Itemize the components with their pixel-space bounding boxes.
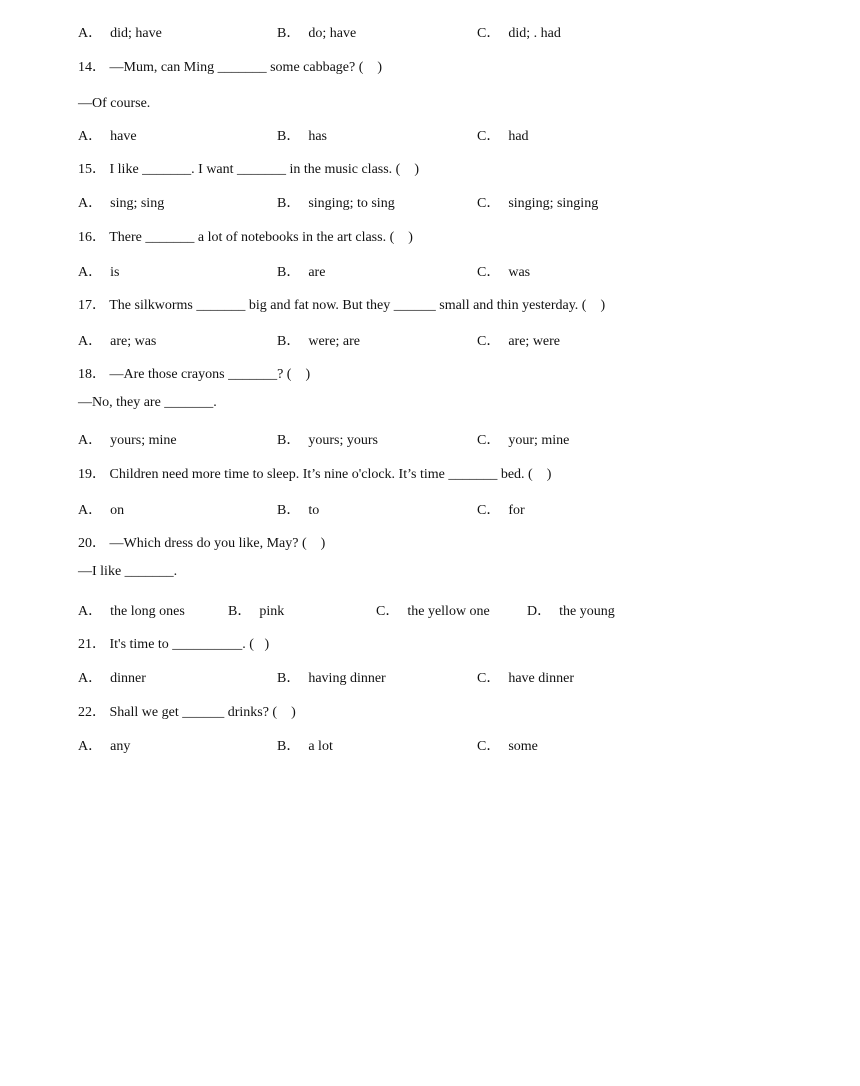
option-letter: A． xyxy=(78,739,103,754)
option-text: on xyxy=(110,503,125,518)
option-d xyxy=(527,603,615,621)
option-text: are; was xyxy=(110,334,157,349)
option-a xyxy=(78,264,119,282)
option-letter: C． xyxy=(477,739,501,754)
option-text: to xyxy=(308,503,320,518)
option-text: the young xyxy=(559,604,615,619)
option-letter: B． xyxy=(277,739,301,754)
option-text: is xyxy=(110,265,120,280)
option-text: singing; to sing xyxy=(308,196,395,211)
option-text: your; mine xyxy=(508,433,570,448)
option-letter: A． xyxy=(78,671,103,686)
option-text: did; . had xyxy=(508,26,561,41)
option-c xyxy=(477,128,529,146)
option-letter: C． xyxy=(477,196,501,211)
option-text: singing; singing xyxy=(508,196,599,211)
option-b xyxy=(277,264,325,282)
option-letter: B． xyxy=(277,196,301,211)
option-c xyxy=(477,502,525,520)
option-text: have dinner xyxy=(508,671,575,686)
question-text: 18． —Are those crayons _______? ( ) xyxy=(78,367,311,382)
question-text: 15． I like _______. I want _______ in the music class. ( ) xyxy=(78,162,420,177)
option-text: pink xyxy=(259,604,285,619)
option-a xyxy=(78,603,185,621)
option-a xyxy=(78,738,130,756)
option-b xyxy=(277,25,356,43)
option-text: has xyxy=(308,129,328,144)
question-text: 17． The silkworms _______ big and fat now. But they ______ small and thin yesterday. ( ) xyxy=(78,298,606,313)
option-letter: B． xyxy=(277,26,301,41)
option-b xyxy=(277,128,327,146)
option-letter: C． xyxy=(477,129,501,144)
option-text: have xyxy=(110,129,137,144)
option-a xyxy=(78,432,177,450)
option-letter: D． xyxy=(527,604,552,619)
option-text: did; have xyxy=(110,26,162,41)
option-letter: A． xyxy=(78,196,103,211)
option-text: the yellow one xyxy=(407,604,490,619)
option-c xyxy=(477,25,561,43)
option-text: dinner xyxy=(110,671,146,686)
option-text: the long ones xyxy=(110,604,185,619)
question-text: 19． Children need more time to sleep. It’s nine o'clock. It’s time _______ bed. ( ) xyxy=(78,467,552,482)
option-c xyxy=(477,432,569,450)
option-letter: A． xyxy=(78,433,103,448)
option-b xyxy=(277,502,319,520)
option-a xyxy=(78,128,137,146)
option-text: any xyxy=(110,739,131,754)
option-letter: B． xyxy=(277,129,301,144)
option-text: was xyxy=(508,265,531,280)
option-text: sing; sing xyxy=(110,196,165,211)
option-a xyxy=(78,195,164,213)
question-text: 22． Shall we get ______ drinks? ( ) xyxy=(78,705,296,720)
option-text: a lot xyxy=(308,739,333,754)
option-text: yours; yours xyxy=(308,433,378,448)
option-text: are xyxy=(308,265,326,280)
option-letter: C． xyxy=(376,604,400,619)
option-letter: A． xyxy=(78,604,103,619)
option-letter: A． xyxy=(78,503,103,518)
option-letter: A． xyxy=(78,334,103,349)
option-c xyxy=(477,195,598,213)
option-text: yours; mine xyxy=(110,433,177,448)
question-text: 14． —Mum, can Ming _______ some cabbage? ( ) xyxy=(78,60,383,75)
option-c xyxy=(376,603,490,621)
option-letter: A． xyxy=(78,129,103,144)
question-text: 16． There _______ a lot of notebooks in the art class. ( ) xyxy=(78,230,413,245)
option-letter: C． xyxy=(477,671,501,686)
option-letter: B． xyxy=(277,671,301,686)
dialogue-line: —No, they are _______. xyxy=(78,395,217,410)
question-text: 20． —Which dress do you like, May? ( ) xyxy=(78,536,326,551)
option-text: do; have xyxy=(308,26,357,41)
option-c xyxy=(477,333,560,351)
option-letter: C． xyxy=(477,433,501,448)
option-text: were; are xyxy=(308,334,361,349)
option-letter: B． xyxy=(277,334,301,349)
option-a xyxy=(78,502,124,520)
option-letter: B． xyxy=(228,604,252,619)
option-b xyxy=(277,195,395,213)
option-b xyxy=(277,738,333,756)
option-letter: B． xyxy=(277,265,301,280)
option-a xyxy=(78,333,156,351)
option-letter: B． xyxy=(277,503,301,518)
option-b xyxy=(228,603,284,621)
option-c xyxy=(477,264,530,282)
option-letter: B． xyxy=(277,433,301,448)
option-a xyxy=(78,25,162,43)
option-text: are; were xyxy=(508,334,561,349)
option-letter: C． xyxy=(477,334,501,349)
option-text: having dinner xyxy=(308,671,386,686)
option-letter: C． xyxy=(477,26,501,41)
option-b xyxy=(277,432,378,450)
option-text: some xyxy=(508,739,538,754)
option-c xyxy=(477,738,538,756)
question-text: 21． It's time to __________. ( ) xyxy=(78,637,270,652)
option-c xyxy=(477,670,574,688)
option-b xyxy=(277,333,360,351)
dialogue-line: —I like _______. xyxy=(78,564,178,579)
dialogue-line: —Of course. xyxy=(78,96,151,111)
option-text: for xyxy=(508,503,525,518)
option-letter: C． xyxy=(477,265,501,280)
option-text: had xyxy=(508,129,529,144)
option-b xyxy=(277,670,386,688)
option-a xyxy=(78,670,146,688)
option-letter: A． xyxy=(78,26,103,41)
option-letter: A． xyxy=(78,265,103,280)
option-letter: C． xyxy=(477,503,501,518)
